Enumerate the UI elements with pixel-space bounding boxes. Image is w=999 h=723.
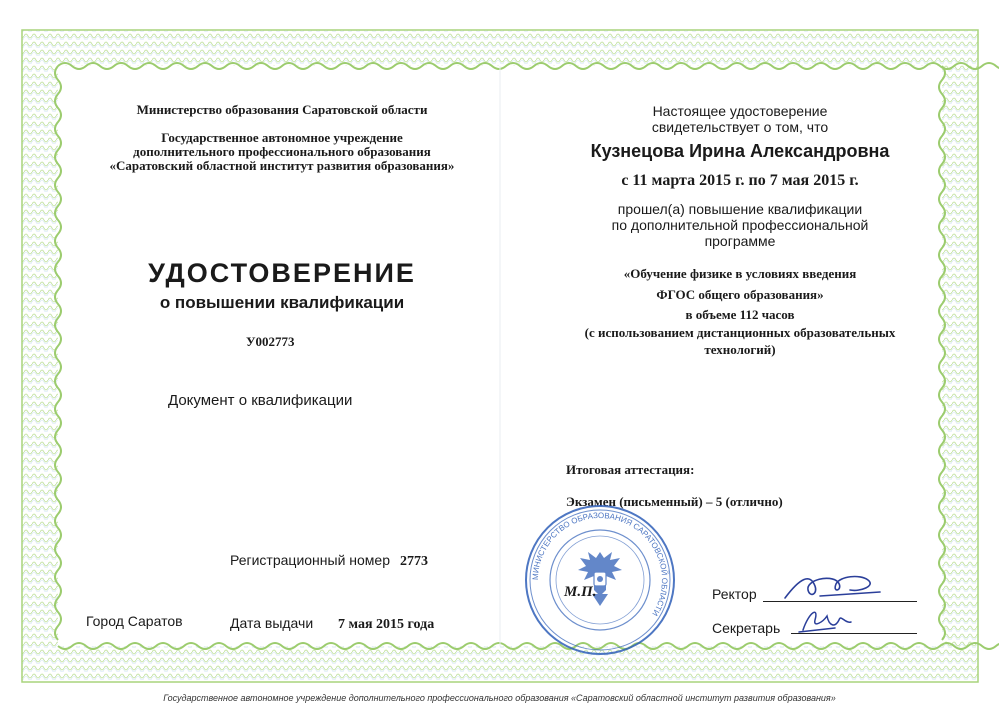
rector-label: Ректор	[712, 586, 757, 602]
certificate-subtitle: о повышении квалификации	[159, 293, 405, 312]
secretary-label: Секретарь	[712, 620, 781, 636]
document-type: Документ о квалификации	[168, 392, 353, 409]
program-line-1: «Обучение физике в условиях введения	[623, 266, 857, 281]
institution-line-2: дополнительного профессионального образования	[133, 144, 431, 159]
intro-line-2: свидетельствует о том, что	[651, 119, 829, 135]
certificate-title: УДОСТОВЕРЕНИЕ	[148, 258, 416, 288]
recipient-name: Кузнецова Ирина Александровна	[590, 141, 890, 161]
issue-date: 7 мая 2015 года	[338, 617, 435, 632]
ministry-heading: Министерство образования Саратовской области	[136, 102, 428, 117]
institution-line-3: «Саратовский областной институт развития образования»	[109, 158, 455, 173]
registration-label: Регистрационный номер	[230, 552, 390, 568]
passed-line-2: по дополнительной профессиональной	[611, 217, 869, 233]
intro-line-1: Настоящее удостоверение	[652, 103, 828, 119]
training-period: с 11 марта 2015 г. по 7 мая 2015 г.	[621, 172, 859, 189]
passed-line-1: прошел(а) повышение квалификации	[617, 201, 863, 217]
seal-text: МИНИСТЕРСТВО ОБРАЗОВАНИЯ САРАТОВСКОЙ ОБЛАСТИ	[530, 510, 670, 618]
footer-institution: Государственное автономное учреждение дополнительного профессионального образования «Саратовский областной институт развития образования»	[163, 693, 836, 703]
issue-date-label: Дата выдачи	[230, 615, 314, 631]
passed-line-3: программе	[704, 233, 776, 249]
exam-result: Экзамен (письменный) – 5 (отлично)	[566, 494, 783, 509]
distance-line-1: (с использованием дистанционных образовательных	[584, 325, 896, 340]
attestation-label: Итоговая аттестация:	[566, 462, 695, 477]
secretary-signature	[795, 602, 865, 638]
program-hours: в объеме 112 часов	[685, 307, 795, 322]
distance-line-2: технологий)	[704, 342, 776, 357]
program-line-2: ФГОС общего образования»	[656, 287, 824, 302]
institution-line-1: Государственное автономное учреждение	[161, 130, 403, 145]
seal-place-mp: М.П.	[564, 584, 597, 600]
city: Город Саратов	[86, 613, 183, 629]
registration-number: 2773	[400, 554, 428, 569]
serial-number: У002773	[246, 334, 295, 349]
official-seal	[520, 500, 680, 660]
